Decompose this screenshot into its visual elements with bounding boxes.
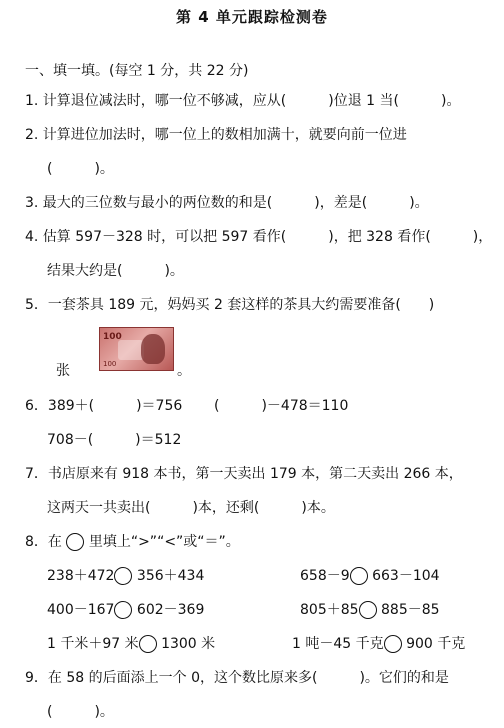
- compare-item-1: [47, 567, 204, 585]
- compare-right: 1300 米: [161, 636, 216, 652]
- question-2-line-2: ( )。: [47, 161, 114, 177]
- compare-circle[interactable]: [350, 567, 368, 585]
- banknote-portrait: [141, 334, 165, 364]
- blank-circle-icon: [66, 533, 84, 551]
- question-5-unit: 张: [56, 363, 70, 379]
- compare-circle[interactable]: [139, 635, 157, 653]
- compare-left: 658－9: [300, 568, 350, 584]
- compare-circle[interactable]: [359, 601, 377, 619]
- question-5-end: 。: [177, 363, 191, 379]
- compare-item-2: [300, 567, 440, 585]
- question-6-part-2: ( )－478＝110: [214, 398, 349, 414]
- question-3: 3. 最大的三位数与最小的两位数的和是( )，差是( )。: [25, 195, 429, 211]
- banknote-value: 100: [103, 332, 122, 342]
- question-6-part-3: 708－( )＝512: [47, 432, 182, 448]
- question-2-line-1: 2. 计算进位加法时，哪一位上的数相加满十，就要向前一位进: [25, 127, 407, 143]
- compare-item-3: [47, 601, 204, 619]
- banknote-image: [99, 327, 174, 371]
- compare-right: 356＋434: [136, 568, 205, 584]
- question-9-line-2: ( )。: [47, 704, 114, 720]
- question-4-line-1: 4. 估算 597－328 时，可以把 597 看作( )，把 328 看作( )，: [25, 229, 493, 245]
- compare-left: 1 千米＋97 米: [47, 636, 139, 652]
- compare-item-6: [292, 635, 465, 653]
- compare-left: 238＋472: [47, 568, 115, 584]
- question-5: 5．一套茶具 189 元，妈妈买 2 套这样的茶具大约需要准备( ): [25, 297, 435, 313]
- question-8-suffix: 里填上“>”“<”或“＝”。: [88, 534, 240, 550]
- section-heading: 一、填一填。(每空 1 分，共 22 分): [25, 63, 249, 79]
- compare-right: 602－369: [136, 602, 205, 618]
- question-8-prefix: 8．在: [25, 534, 62, 550]
- question-8-prompt: [25, 533, 240, 551]
- compare-right: 663－104: [372, 568, 440, 584]
- compare-item-4: [300, 601, 440, 619]
- page-title: 第 4 单元跟踪检测卷: [176, 8, 328, 26]
- question-7-line-2: 这两天一共卖出( )本，还剩( )本。: [47, 500, 335, 516]
- banknote-small-value: 100: [103, 360, 117, 368]
- compare-circle[interactable]: [114, 567, 132, 585]
- question-4-line-2: 结果大约是( )。: [47, 263, 184, 279]
- compare-left: 805＋85: [300, 602, 359, 618]
- compare-left: 1 吨－45 千克: [292, 636, 384, 652]
- compare-right: 900 千克: [406, 636, 466, 652]
- question-9-line-1: 9．在 58 的后面添上一个 0，这个数比原来多( )。它们的和是: [25, 670, 449, 686]
- compare-item-5: [47, 635, 215, 653]
- compare-left: 400－167: [47, 602, 115, 618]
- question-1: 1. 计算退位减法时，哪一位不够减，应从( )位退 1 当( )。: [25, 93, 461, 109]
- compare-right: 885－85: [381, 602, 440, 618]
- compare-circle[interactable]: [384, 635, 402, 653]
- compare-circle[interactable]: [114, 601, 132, 619]
- question-7-line-1: 7．书店原来有 918 本书，第一天卖出 179 本，第二天卖出 266 本，: [25, 466, 463, 482]
- question-6-part-1: 6．389＋( )＝756: [25, 398, 183, 414]
